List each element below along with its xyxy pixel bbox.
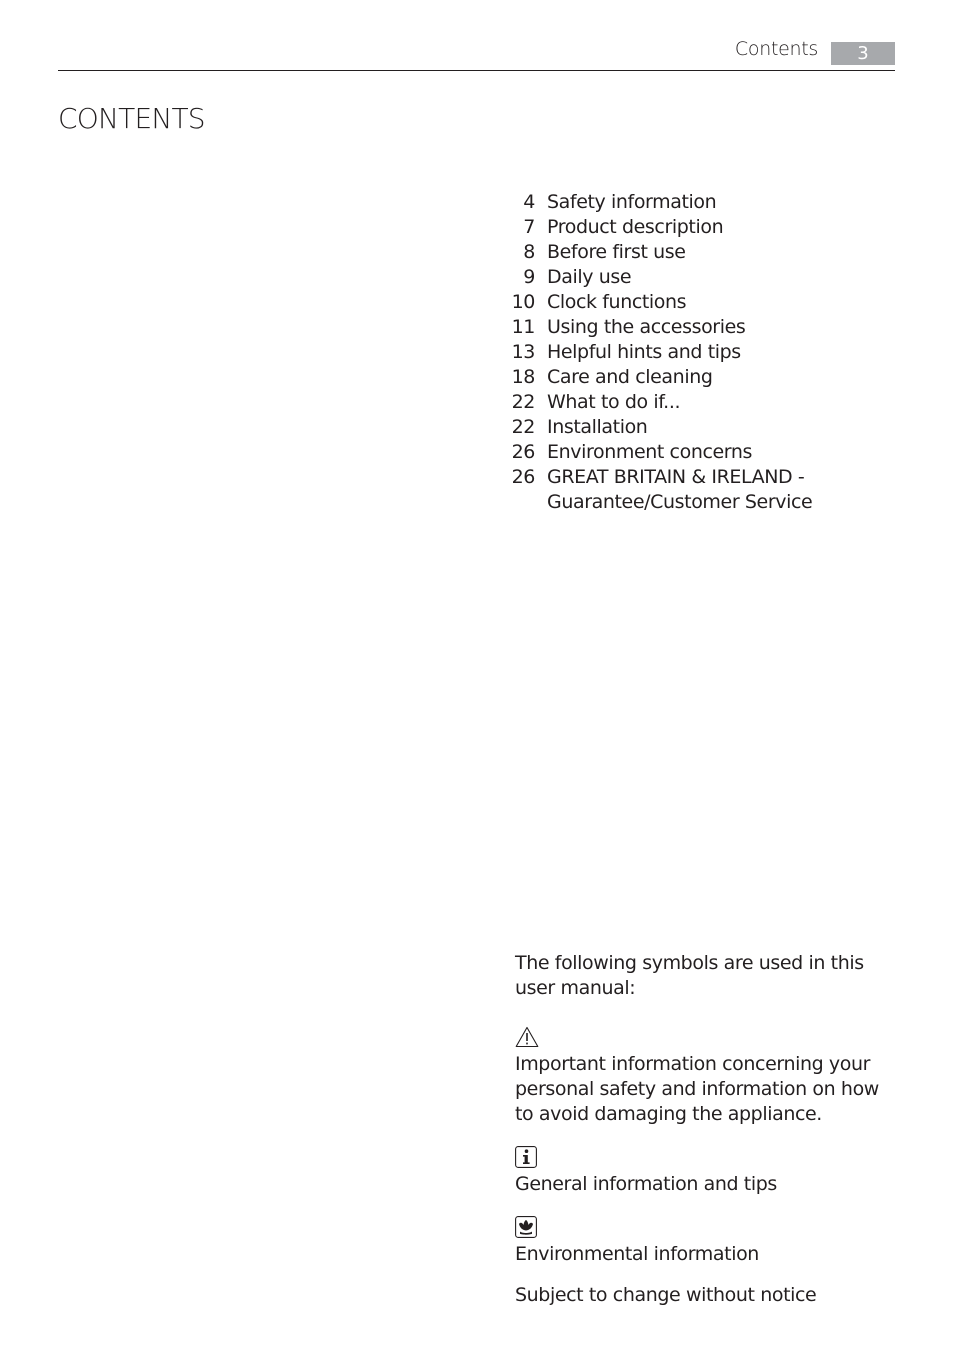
toc-title: Clock functions [547, 291, 687, 313]
toc-title: What to do if... [547, 391, 681, 413]
toc-page-number: 22 [511, 416, 535, 438]
page-number-badge: 3 [831, 42, 895, 65]
toc-title: Environment concerns [547, 441, 753, 463]
toc-entry[interactable] [503, 415, 903, 440]
toc-page-number: 7 [523, 216, 535, 238]
environment-text: Environmental information [515, 1243, 759, 1265]
toc-page-number: 26 [511, 441, 535, 463]
toc-entry[interactable] [503, 440, 903, 465]
toc-title: Daily use [547, 266, 632, 288]
info-text: General information and tips [515, 1173, 777, 1195]
toc-entry[interactable] [503, 240, 903, 265]
toc-page-number: 4 [523, 191, 535, 213]
toc-page-number: 13 [511, 341, 535, 363]
header-section-label: Contents [734, 38, 818, 60]
toc-page-number: 18 [511, 366, 535, 388]
toc-title: Helpful hints and tips [547, 341, 741, 363]
info-icon [515, 1146, 537, 1168]
toc-page-number: 11 [511, 316, 535, 338]
toc-title: Safety information [547, 191, 717, 213]
toc-page-number: 22 [511, 391, 535, 413]
toc-title: Installation [547, 416, 648, 438]
warning-text: Important information concerning your personal safety and information on how to avoid damaging the appliance. [515, 1053, 879, 1125]
toc-title: Product description [547, 216, 724, 238]
header-divider [58, 70, 895, 71]
change-notice: Subject to change without notice [515, 1284, 817, 1306]
toc-page-number: 10 [511, 291, 535, 313]
toc-entry[interactable] [503, 190, 903, 215]
toc-entry[interactable] [503, 315, 903, 340]
toc-entry[interactable] [503, 265, 903, 290]
toc-title: GREAT BRITAIN & IRELAND - Guarantee/Customer Service [547, 466, 813, 513]
toc-entry[interactable] [503, 290, 903, 315]
toc-page-number: 8 [523, 241, 535, 263]
toc-page-number: 26 [511, 466, 535, 488]
page-title: CONTENTS [58, 102, 205, 135]
toc-entry[interactable] [503, 215, 903, 240]
toc-title: Using the accessories [547, 316, 746, 338]
toc-title: Before first use [547, 241, 686, 263]
toc-entry[interactable] [503, 365, 903, 390]
toc-entry[interactable] [503, 390, 903, 415]
warning-triangle-icon [515, 1026, 539, 1048]
symbols-intro: The following symbols are used in this user manual: [515, 952, 864, 999]
toc-entry[interactable] [503, 465, 903, 515]
toc-page-number: 9 [523, 266, 535, 288]
environment-icon [515, 1216, 537, 1238]
toc-entry[interactable] [503, 340, 903, 365]
table-of-contents [503, 190, 903, 515]
toc-title: Care and cleaning [547, 366, 713, 388]
